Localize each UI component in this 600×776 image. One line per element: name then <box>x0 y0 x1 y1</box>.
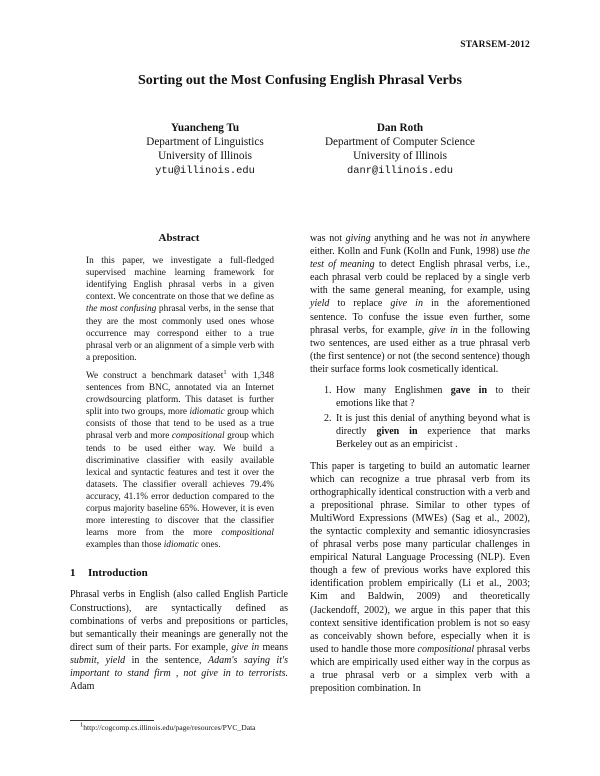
emphasis: give in <box>231 641 260 653</box>
author-block-1 <box>95 121 315 178</box>
text-run: means <box>259 641 289 653</box>
text-run: How many Englishmen <box>336 385 451 397</box>
text-run: group which consists of those that tend to be used as a true phrasal verb and more <box>86 407 274 442</box>
text-run: This paper is targeting to build an automatic learner which can recognize a true phrasal verb from its orthographically identical construction with a verb and a prepositional phrase. Similar to other types of MultiWord Expressions (MWEs) (Sag et al., 2002), the syntactic complexity and semantic idiosyncrasies of phrasal verbs pose many particular challenges in empirical Natural Language Processing (NLP). Even though a few of previous works have explored this identification problem empirically (Li et al., 2003; Kim and Baldwin, 2009) and theoretically (Jackendoff, 2002), we argue in this paper that this context sensitive identification problem is not so easy as conceivably shown before, especially when it is used to handle those more <box>310 460 530 655</box>
abstract-paragraph <box>86 370 274 551</box>
text-run: Adam <box>70 681 95 693</box>
emphasis: yield <box>105 654 126 666</box>
author-dept: Department of Computer Science <box>324 136 476 149</box>
emphasis: Adam's saying it's important to stand firm , not give in to terrorists. <box>70 654 289 679</box>
left-column <box>70 232 288 699</box>
emphasis: give in <box>428 324 458 336</box>
author-dept: Department of Linguistics <box>146 136 264 149</box>
emphasis: idiomatic <box>189 407 225 418</box>
bold-phrase: gave in <box>450 385 488 397</box>
section-heading <box>70 567 288 580</box>
abstract-body <box>70 255 288 551</box>
author-email: ytu@illinois.edu <box>155 164 255 177</box>
venue-header: STARSEM-2012 <box>460 40 530 50</box>
paper-title: Sorting out the Most Confusing English Phrasal Verbs <box>137 73 462 88</box>
text-run: phrasal verbs which are empirically used either way in the corpus as a true phrasal verb or a simplex verb with a preposition combination. In <box>310 643 531 695</box>
example-list <box>310 384 530 451</box>
body-paragraph <box>310 460 530 696</box>
section-number: 1 <box>70 567 76 580</box>
right-column <box>310 232 530 695</box>
text-run: in the sentence, <box>125 654 208 666</box>
text-run: in the aforementioned sentence. To confuse the issue even further, some phrasal verbs, for example, <box>310 298 531 336</box>
emphasis: idiomatic <box>163 540 199 551</box>
author-name: Yuancheng Tu <box>170 122 240 134</box>
author-univ: University of Illinois <box>353 150 447 163</box>
text-run: experience that marks Berkeley out as an empiricist . <box>336 426 531 451</box>
text-run: in the following two sentences, are used either as a true phrasal verb (the first sentence) or not (the second sentence) though their surface forms look cosmetically identical. <box>310 324 530 375</box>
body-paragraph <box>310 232 530 376</box>
text-run: phrasal verbs, in the sense that they are the most commonly used ones whose occurrence may correspond either to a true phrasal verb or an alignment of a simple verb with a preposition. <box>86 304 274 363</box>
emphasis: in <box>479 233 488 244</box>
text-run: anywhere either. Kolln and Funk (Kolln and Funk, 1998) use <box>310 233 530 258</box>
text-run: We construct a benchmark dataset <box>86 370 224 381</box>
abstract-paragraph <box>86 255 274 364</box>
text-run: with 1,348 sentences from BNC, annotated via an Internet crowdsourcing platform. This dataset is further split into two groups, more <box>86 370 274 418</box>
text-run: It is just this denial of anything beyond what is directly <box>336 413 530 438</box>
text-run: to detect English phrasal verbs, i.e., each phrasal verb could be replaced by a single verb with the same general meaning, for example, using <box>310 259 530 297</box>
footnote-text: http://cogcomp.cs.illinois.edu/page/resources/PVC_Data <box>83 723 256 732</box>
emphasis: submit <box>70 654 97 666</box>
intro-paragraph <box>70 588 288 693</box>
emphasis: yield <box>310 298 330 310</box>
emphasis: giving <box>345 233 371 244</box>
author-name: Dan Roth <box>376 122 424 134</box>
text-run: to replace <box>329 298 391 310</box>
emphasis: compositional <box>417 643 475 655</box>
author-block-2 <box>290 121 510 178</box>
abstract-heading: Abstract <box>158 232 200 244</box>
footnote-mark: 1 <box>80 721 84 729</box>
emphasis: give in <box>390 298 423 310</box>
text-run: In this paper, we investigate a full-fledged supervised machine learning framework for identifying English phrasal verbs in a given context. We concentrate on those that we define as <box>86 256 274 303</box>
emphasis: the most confusing <box>86 304 157 315</box>
text-run: Phrasal verbs in English (also called English Particle Constructions), are syntactically defined as combinations of verbs and prepositions or particles, but semantically their meanings are generally not the direct sum of their parts. For example, <box>70 589 288 653</box>
text-run: to their emotions like that ? <box>336 385 531 410</box>
list-item <box>334 412 530 451</box>
text-run: group which tends to be used either way. We build a discriminative classifier with easily available lexical and syntactic features and test it over the datasets. The classifier overall achieves 79.4% accuracy, 41.1% error deduction compared to the corpus majority baseline 65%. However, it is even more interesting to discover that the classifier learns more from the more <box>86 431 274 539</box>
text-run: , <box>96 654 106 666</box>
section-title: Introduction <box>88 567 148 580</box>
text-run: examples than those <box>86 540 164 551</box>
list-item <box>334 384 530 410</box>
footnote-marker: 1 <box>223 368 227 376</box>
author-univ: University of Illinois <box>158 150 252 163</box>
footnote <box>80 723 300 733</box>
author-email: danr@illinois.edu <box>346 164 453 177</box>
text-run: anything and he was not <box>370 233 480 244</box>
bold-phrase: given in <box>376 426 418 438</box>
emphasis: compositional <box>221 528 274 539</box>
text-run: ones. <box>198 540 221 551</box>
text-run: was not <box>310 233 346 244</box>
emphasis: compositional <box>171 431 225 442</box>
emphasis: the test of meaning <box>310 246 530 271</box>
